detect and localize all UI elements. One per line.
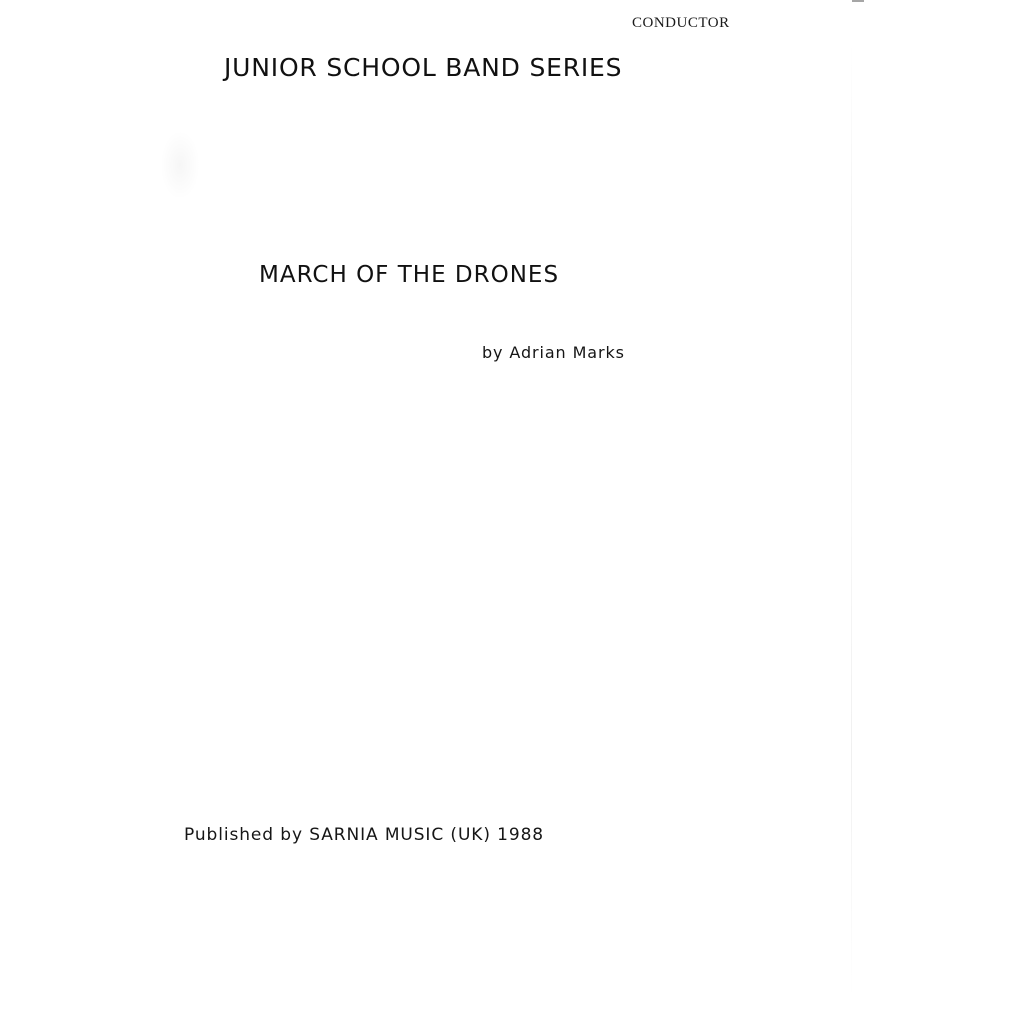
series-title: JUNIOR SCHOOL BAND SERIES — [224, 53, 623, 82]
scan-edge-line — [851, 40, 852, 1000]
part-label: CONDUCTOR — [632, 15, 730, 31]
piece-title: MARCH OF THE DRONES — [259, 262, 560, 288]
publisher-line: Published by SARNIA MUSIC (UK) 1988 — [184, 825, 545, 845]
composer-credit: by Adrian Marks — [482, 343, 625, 362]
scan-corner-mark — [852, 0, 864, 2]
scan-smudge — [160, 130, 200, 200]
